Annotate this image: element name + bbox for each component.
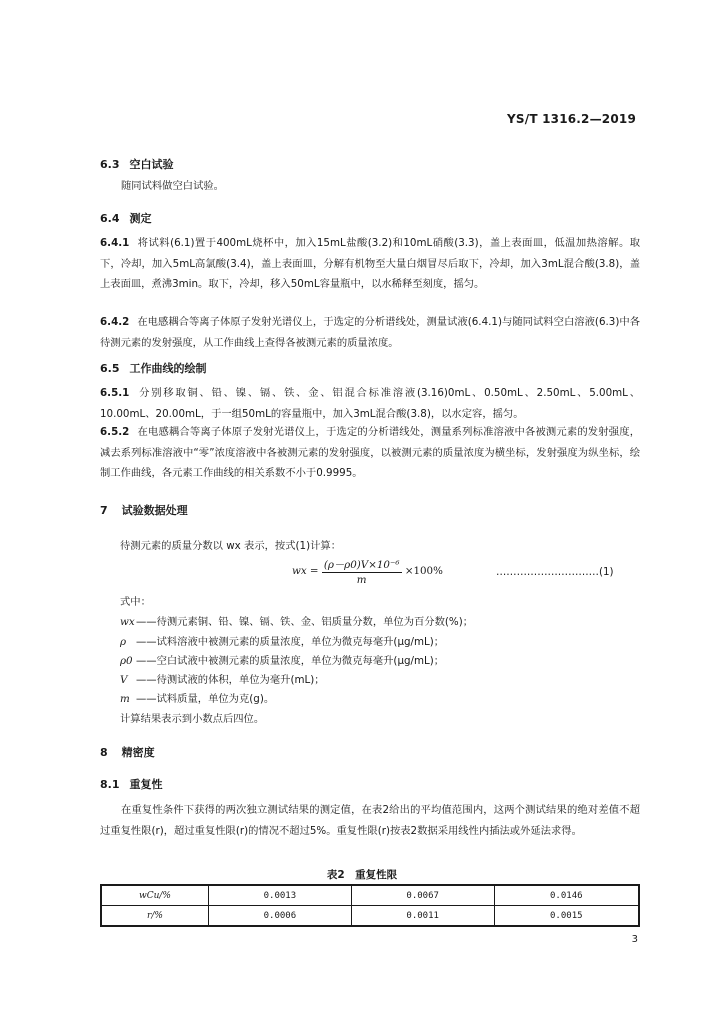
table-cell: 0.0006 xyxy=(209,906,352,927)
section-title: 测定 xyxy=(129,212,152,225)
table-row xyxy=(101,906,639,927)
clause-number: 6.5.1 xyxy=(100,387,130,399)
section-title: 空白试验 xyxy=(129,158,174,171)
clause-text: 将试料(6.1)置于400mL烧杯中，加入15mL盐酸(3.2)和10mL硝酸(3.3)，盖上表面皿，低温加热溶解。取下，冷却，加入5mL高氯酸(3.4)，盖上表面皿，分解有机物至大量白烟冒尽后取下，冷却，加入3mL混合酸(3.8)，盖上表面皿，煮沸3min。取下，冷却，移入50mL容量瓶中，以水稀释至刻度，摇匀。 xyxy=(100,237,640,290)
heading-6-4 xyxy=(100,210,152,226)
definition-text: ——试料质量，单位为克(g)。 xyxy=(136,693,275,705)
definition-text: ——试料溶液中被测元素的质量浓度，单位为微克每毫升(μg/mL)； xyxy=(136,636,445,648)
paragraph-6-5-2 xyxy=(100,422,640,484)
definition-symbol: wx xyxy=(120,616,135,628)
clause-text: 分别移取铜、铅、镍、镉、铁、金、铝混合标准溶液(3.16)0mL、0.50mL、2.50mL、5.00mL、10.00mL、20.00mL，于一组50mL的容量瓶中，加入3mL混合酸(3.8)，以水定容，摇匀。 xyxy=(100,387,640,420)
formula-denominator: m xyxy=(356,574,367,586)
heading-6-5 xyxy=(100,360,207,376)
heading-7 xyxy=(100,502,188,518)
definition-row xyxy=(120,633,444,648)
table-cell: 0.0013 xyxy=(209,885,352,906)
heading-8-1 xyxy=(100,776,163,792)
paragraph-8-1: 在重复性条件下获得的两次独立测试结果的测定值，在表2给出的平均值范围内，这两个测试结果的绝对差值不超过重复性限(r)，超过重复性限(r)的情况不超过5%。重复性限(r)按表2数据采用线性内插法或外延法求得。 xyxy=(100,804,640,837)
formula-1 xyxy=(292,556,443,586)
definition-text: ——待测元素铜、铅、镍、镉、铁、金、铝质量分数，单位为百分数(%)； xyxy=(136,616,474,628)
definition-row xyxy=(120,690,274,705)
section-title: 精密度 xyxy=(121,746,155,759)
definition-row xyxy=(120,671,325,686)
table-row xyxy=(101,885,639,906)
standard-number: YS/T 1316.2—2019 xyxy=(507,112,636,126)
definition-row xyxy=(120,613,473,628)
definition-row xyxy=(120,652,444,667)
section-number: 6.4 xyxy=(100,212,120,225)
paragraph-6-3: 随同试料做空白试验。 xyxy=(121,180,224,192)
repeatability-table xyxy=(100,884,640,927)
table-cell: 0.0146 xyxy=(494,885,639,906)
clause-number: 6.4.2 xyxy=(100,316,130,328)
table-cell: 0.0067 xyxy=(351,885,494,906)
equation-number: …………………………(1) xyxy=(496,566,614,578)
paragraph-6-4-1 xyxy=(100,233,640,295)
result-note: 计算结果表示到小数点后四位。 xyxy=(120,713,265,725)
table-caption: 表2 重复性限 xyxy=(326,869,398,881)
section-number: 6.3 xyxy=(100,158,120,171)
definition-symbol: ρ0 xyxy=(120,655,133,667)
formula-numerator: (ρ－ρ0)V×10⁻⁶ xyxy=(322,556,402,573)
page-number: 3 xyxy=(631,934,638,945)
row-label: r/% xyxy=(101,906,209,927)
section-title: 试验数据处理 xyxy=(121,504,188,517)
heading-6-3 xyxy=(100,156,174,172)
clause-number: 6.4.1 xyxy=(100,237,130,249)
paragraph-6-5-1 xyxy=(100,383,640,424)
formula-intro: 待测元素的质量分数以 wx 表示，按式(1)计算： xyxy=(120,540,341,552)
definition-symbol: m xyxy=(120,693,130,705)
clause-text: 在电感耦合等离子体原子发射光谱仪上，于选定的分析谱线处，测量系列标准溶液中各被测元素的发射强度，减去系列标准溶液中“零”浓度溶液中各被测元素的发射强度，以被测元素的质量浓度为横坐标，发射强度为纵坐标，绘制工作曲线，各元素工作曲线的相关系数不小于0.9995。 xyxy=(100,426,640,479)
formula-lhs: wx = xyxy=(292,565,319,577)
clause-text: 在电感耦合等离子体原子发射光谱仪上，于选定的分析谱线处，测量试液(6.4.1)与随同试料空白溶液(6.3)中各待测元素的发射强度，从工作曲线上查得各被测元素的质量浓度。 xyxy=(100,316,640,349)
definition-symbol: V xyxy=(120,674,128,686)
section-number: 6.5 xyxy=(100,362,120,375)
where-label: 式中： xyxy=(120,596,151,608)
table-cell: 0.0015 xyxy=(494,906,639,927)
clause-number: 6.5.2 xyxy=(100,426,130,438)
paragraph-6-4-2 xyxy=(100,312,640,353)
table-cell: 0.0011 xyxy=(351,906,494,927)
formula-tail: ×100% xyxy=(404,565,443,577)
section-number: 8 xyxy=(100,746,108,759)
section-number: 7 xyxy=(100,504,108,517)
definition-text: ——待测试液的体积，单位为毫升(mL)； xyxy=(136,674,325,686)
formula-fraction xyxy=(322,556,402,586)
section-number: 8.1 xyxy=(100,778,120,791)
section-title: 重复性 xyxy=(129,778,163,791)
definition-symbol: ρ xyxy=(120,636,127,648)
section-title: 工作曲线的绘制 xyxy=(129,362,207,375)
definition-text: ——空白试液中被测元素的质量浓度，单位为微克每毫升(μg/mL)； xyxy=(136,655,445,667)
heading-8 xyxy=(100,744,155,760)
row-label: wCu/% xyxy=(101,885,209,906)
